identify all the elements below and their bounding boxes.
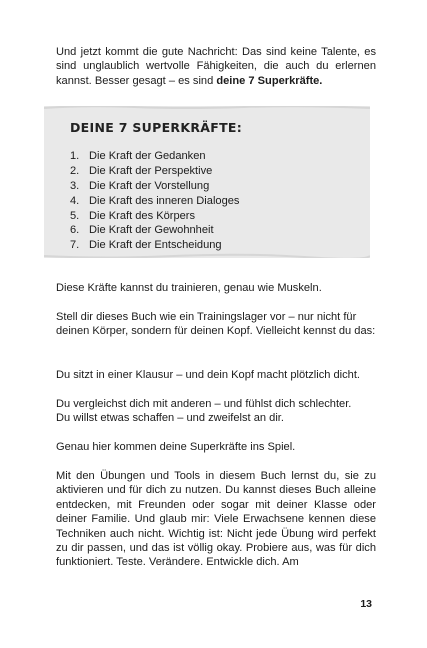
list-label: Die Kraft der Entscheidung: [89, 239, 222, 252]
list-number: 2.: [70, 164, 80, 177]
list-item: [70, 194, 239, 209]
scenario-line-2: Du vergleichst dich mit anderen – und fühlst dich schlechter.: [56, 398, 352, 410]
list-item: [70, 179, 239, 194]
list-label: Die Kraft der Vorstellung: [89, 179, 210, 192]
list-item: [70, 238, 239, 253]
list-number: 5.: [70, 209, 80, 222]
list-number: 4.: [70, 194, 80, 207]
list-item: [70, 164, 239, 179]
superpowers-list: [70, 149, 239, 253]
list-label: Die Kraft der Gedanken: [89, 150, 206, 162]
train-paragraph: Diese Kräfte kannst du trainieren, genau wie Muskeln.: [56, 282, 322, 294]
here-paragraph: Genau hier kommen deine Superkräfte ins Spiel.: [56, 441, 296, 453]
list-label: Die Kraft der Perspektive: [89, 164, 213, 177]
box-title: DEINE 7 SUPERKRÄFTE:: [70, 120, 243, 135]
intro-text: Und jetzt kommt die gute Nachricht: Das sind keine Talente, es sind unglaublich wertvolle Fähigkeiten, die auch du erlernen kannst. Besser gesagt – es sind: [56, 46, 376, 87]
list-number: 3.: [70, 179, 80, 192]
list-item: [70, 149, 239, 164]
intro-paragraph: [56, 45, 376, 88]
list-number: 6.: [70, 224, 80, 237]
page-number: 13: [360, 598, 372, 610]
superpowers-box: [44, 106, 370, 258]
camp-paragraph: Stell dir dieses Buch wie ein Trainingslager vor – nur nicht für deinen Körper, sondern für deinen Kopf. Vielleicht kennst du das:: [56, 311, 376, 338]
tools-paragraph: Mit den Übungen und Tools in diesem Buch lernst du, sie zu aktivieren und für dich zu nutzen. Du kannst dieses Buch alleine entdecken, mit Freunden oder sogar mit deiner Klasse oder deiner Familie. Und glaub mir: Viele Erwachsene kennen diese Techniken auch nicht. Wichtig ist: Nicht jede Übung wird perfekt zu dir passen, und das ist völlig okay. Probiere aus, was für dich funktioniert. Teste. Verändere. Entwickle dich. Am: [56, 470, 376, 569]
list-label: Die Kraft der Gewohnheit: [89, 224, 214, 237]
scenario-line-3: Du willst etwas schaffen – und zweifelst an dir.: [56, 412, 284, 424]
list-label: Die Kraft des Körpers: [89, 209, 196, 222]
intro-bold: deine 7 Superkräfte.: [216, 74, 323, 87]
scenario-line-1: Du sitzt in einer Klausur – und dein Kopf macht plötzlich dicht.: [56, 369, 361, 381]
list-item: [70, 209, 239, 224]
list-number: 7.: [70, 239, 80, 252]
list-number: 1.: [70, 150, 80, 162]
list-label: Die Kraft des inneren Dialoges: [89, 194, 240, 207]
list-item: [70, 223, 239, 238]
